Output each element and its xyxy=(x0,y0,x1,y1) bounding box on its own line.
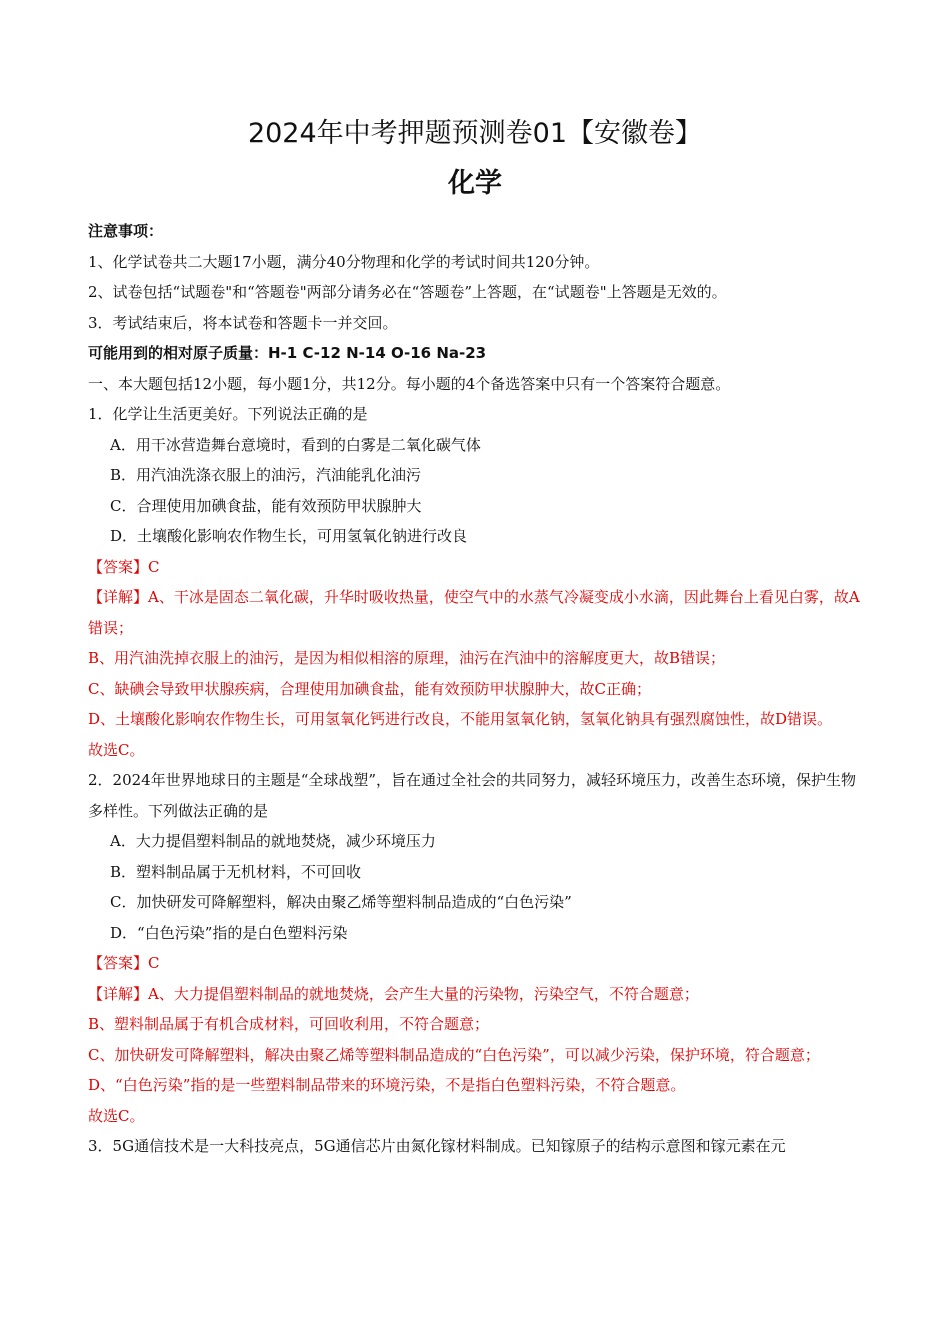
explanation-line: B、用汽油洗掉衣服上的油污，是因为相似相溶的原理，油污在汽油中的溶解度更大，故B错误； xyxy=(88,649,726,667)
question-option: D．“白色污染”指的是白色塑料污染 xyxy=(110,923,348,942)
explanation-line: 故选C。 xyxy=(88,740,145,759)
subject-title: 化学 xyxy=(448,168,502,199)
question-option: B．塑料制品属于无机材料，不可回收 xyxy=(110,862,362,881)
explanation-line: D、“白色污染”指的是一些塑料制品带来的环境污染，不是指白色塑料污染，不符合题意。 xyxy=(88,1076,686,1094)
question-option: A．大力提倡塑料制品的就地焚烧，减少环境压力 xyxy=(110,832,436,850)
question-stem: 2．2024年世界地球日的主题是“全球战塑”，旨在通过全社会的共同努力，减轻环境压力，改善生态环境，保护生物多样性。下列做法正确的是 xyxy=(88,771,857,820)
explanation-line: D、土壤酸化影响农作物生长，可用氢氧化钙进行改良，不能用氢氧化钠，氢氧化钠具有强烈腐蚀性，故D错误。 xyxy=(88,710,833,728)
notice-item: 3．考试结束后，将本试卷和答题卡一并交回。 xyxy=(88,313,398,332)
exam-body xyxy=(88,216,864,1162)
answer-line: 【答案】C xyxy=(88,954,160,972)
explanation-line: 【详解】A、大力提倡塑料制品的就地焚烧，会产生大量的污染物，污染空气，不符合题意； xyxy=(88,984,699,1003)
page-title: 2024年中考押题预测卷01【安徽卷】 xyxy=(247,118,703,149)
question-option: C．合理使用加碘食盐，能有效预防甲状腺肿大 xyxy=(110,496,422,515)
question-stem: 3．5G通信技术是一大科技亮点，5G通信芯片由氮化镓材料制成。已知镓原子的结构示意图和镓元素在元 xyxy=(88,1137,786,1155)
question-stem: 1．化学让生活更美好。下列说法正确的是 xyxy=(88,405,368,423)
notice-heading: 注意事项： xyxy=(88,222,164,240)
question-option: C．加快研发可降解塑料，解决由聚乙烯等塑料制品造成的“白色污染” xyxy=(110,893,572,911)
question-option: D．土壤酸化影响农作物生长，可用氢氧化钠进行改良 xyxy=(110,527,468,545)
explanation-line: 故选C。 xyxy=(88,1106,145,1125)
question-option: A．用干冰营造舞台意境时，看到的白雾是二氧化碳气体 xyxy=(110,435,481,454)
notice-item: 1、化学试卷共二大题17小题，满分40分物理和化学的考试时间共120分钟。 xyxy=(88,252,600,271)
question-option: B．用汽油洗涤衣服上的油污，汽油能乳化油污 xyxy=(110,466,422,484)
explanation-line: 【详解】A、干冰是固态二氧化碳，升华时吸收热量，使空气中的水蒸气冷凝变成小水滴，因此舞台上看见白雾，故A错误； xyxy=(88,588,860,637)
atomic-mass-line: 可能用到的相对原子质量：H-1 C-12 N-14 O-16 Na-23 xyxy=(88,344,487,362)
section-intro: 一、本大题包括12小题，每小题1分，共12分。每小题的4个备选答案中只有一个答案符合题意。 xyxy=(88,374,731,393)
answer-line: 【答案】C xyxy=(88,557,160,576)
explanation-line: C、缺碘会导致甲状腺疾病，合理使用加碘食盐，能有效预防甲状腺肿大，故C正确； xyxy=(88,679,651,698)
notice-item: 2、试卷包括“试题卷"和“答题卷"两部分请务必在“答题卷”上答题，在“试题卷"上答题是无效的。 xyxy=(88,283,727,301)
explanation-line: C、加快研发可降解塑料，解决由聚乙烯等塑料制品造成的“白色污染”，可以减少污染，保护环境，符合题意； xyxy=(88,1045,820,1064)
explanation-line: B、塑料制品属于有机合成材料，可回收利用，不符合题意； xyxy=(88,1015,490,1033)
